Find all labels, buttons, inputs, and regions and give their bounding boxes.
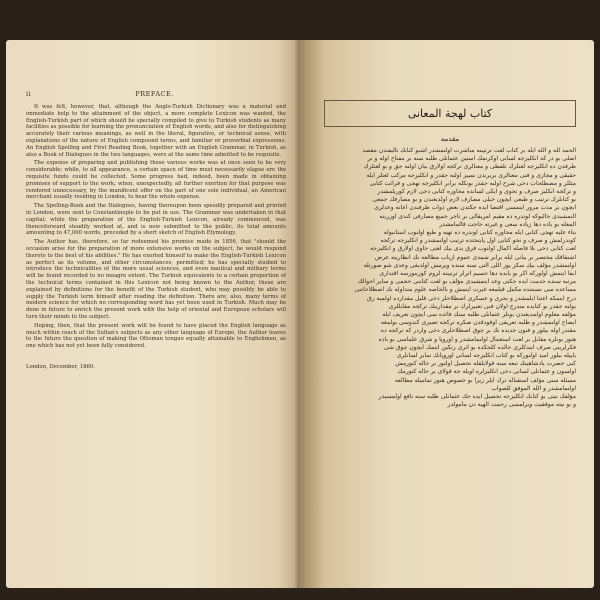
text-line: اولسون و عثمانلى لسانى دخى انكليزلره اويله جه قولاى بر حاله كتورمك [397, 368, 576, 376]
text-line: مؤلفه معلوم اولمديغندن بونلر عثمانلى طلبه سنك فائده سى ايچون تعريف ايله [382, 311, 576, 319]
arabic-text-block [324, 147, 576, 410]
text-line: آلنمشيدى حالبوكه لوندره ده مقيم امريقالى بر تاجر جميع مصارفى كندى اوزرينه [379, 212, 576, 220]
text-line: و تركجه انكليز صرف و نحوى و ايكى لسانده محاوره كتابى دخى لازم كوريلمشدر [377, 188, 576, 196]
left-page [6, 40, 302, 588]
text-line: ايفا ايتمش اولوركه اكر بو بابده دها جسيم اثرلر ترتيبنه لزوم كورينورسه اقتدارى [379, 270, 576, 278]
text-line: كبى حضرت پادشاهينك تبعه سنه قولايلقله تحصيل اولنور بر حاله كتورمش [395, 360, 576, 368]
text-line: اولنمشدر مؤلف بيك سكز يوز اللى آلتى سنه سنده ويرمش اولديغى وعدى شو صورتله [363, 261, 576, 269]
paragraph: The Author has, therefore, so far redeemed his promise made in 1856, that "should the occasion arise for the preparation of more extensive works on the subject, he would respond thereto to the best of his abilities." He has exerted himself to make the English-Turkish Lexicon as perfect as its volume, and other circumstances, permitted; he has specially studied to introduce the technicalities of the more usual sciences, and even nautical and military terms will be found recorded to no meagre extent. The Turkish equivalents to a certain proportion of the technical terms contained in this Lexicon not being known to the Author, these are explained by definitions for the benefit of the Turkish student, who may possibly be able to supply the Turkish term himself after reading the definition. There are, also, many terms of modern science for which no corresponding word has yet been used in Turkish. Much may be done in future to enrich the present work with the help of oriental and European scholars will turn their minds to the subject. [26, 239, 286, 320]
text-line: لغت كتابى دخى بلا فاصله اكمال اولنوب قرق يدى بيك لغتى حاوى اولارق و انكليزجه [370, 245, 576, 253]
text-line: و بو نيته موفقيت ويرلمسى رحمت الهيه دن مأمولدر [447, 401, 576, 409]
text-line: كوندرلمش و صرف و نحو كتابى اول پايتختده ترتيب اولنمشدر و انكليزجه تركجه [380, 237, 576, 245]
signature: London, December, 1860. [26, 363, 95, 370]
running-head: PREFACE. [135, 90, 174, 98]
text-line: طرفدن ده انكليزجه لغتلرك تلفظى و معنالرى تركجه اولارق بيان اولنه جق و بو لغتلرك [363, 163, 576, 171]
section-heading: مقدمه [440, 135, 460, 143]
text-line: بولنه جقدر بو كتابده مندرج اولان فنى تعبيرلرك بر مقدارينك تركجه مقابللرى [388, 302, 576, 310]
text-line: اولنمامشدر و الله الموفق للصواب [491, 384, 576, 392]
book-title: كتاب لهجة المعانى [324, 100, 576, 127]
text-line: بناء عليه تهجى كتابى ايله محاوره كتابى لوندره ده تهيه و طبع اولنوب استانبوله [383, 229, 576, 237]
text-line: الحمد لله و الله ايله بر كتاب لغت ترتيبنه مباشرت اولنمشدر اشبو كتابك تأليفندن مقصد [362, 147, 576, 154]
text-line: ياپيله بيلور اميد اولنوركه بو كتاب انكليزجه لسانى اوروپانك ساير لسانلرى [396, 352, 576, 360]
paragraph: It was felt, however, that, although the Anglo-Turkish Dictionary was a material and immediate help to the attainment of the object, a more complete Lexicon was wanted, the English-Turkish part of which should be specially compiled to give to Turkish students as many facilities as possible for learning the pronunciation of English words, and also for distinguishing accurately their various meanings, as well in the literal, figurative, or technical sense, with explanations of the nature of English compound terms, and familiar or proverbial expressions. An English Spelling and First Reading Book, together with an English Grammar, in Turkish, as also a Book of Dialogues in the two languages, were at the same time admitted to be requisite. [26, 104, 286, 158]
text-line: مساعده سى نسبتنده مكمل قيلمغه غيرت ايتمش و بالخاصه علوم متداوله نك اصطلاحاتنى [354, 286, 576, 294]
right-page [302, 40, 594, 588]
text-line: مثللر و مصطلحات دخى شرح اولنه جقدر بونكله برابر انكليزجه تهجى و قرائت كتابى [369, 179, 576, 187]
text-line: آلمغله بو باده دها زياده سعى و غيرته حاجت قالمامشدر [439, 220, 576, 228]
text-line: مؤلفك نيتى بو كتابك انكليزجه تحصيل ايده جك عثمانلى طلبه سنه نافع اولمسيدر [378, 393, 576, 401]
text-line: مسئله سنى مؤلف استقباله ترك ايلر زيرا بو خصوص هنوز تماميله مطالعه [394, 376, 576, 384]
book-gutter [294, 40, 304, 588]
text-line: مقتدر اوله بيلور و فنون جديده نك بر چوق اصطلاحلرى دخى واردر كه تركجه ده [380, 327, 576, 335]
text-line: ايچون بر مدت مرور ايتمسى اقتضا ايده جكندن بعض ذوات طرفندن اعانه وعدلرى [374, 204, 576, 212]
paragraph: The Spelling-Book and the Dialogues, having thereupon been speedily prepared and printed in London, were sent to Constantinople to be put in use. The Grammar was undertaken in that capital; while the preparation of the English-Turkish Lexicon, already commenced, was thenceforward steadily worked at, and is now submitted to the public, its total amounts amounting to 47,000 words, preceded by a short sketch of English Etymology. [26, 203, 286, 237]
text-line: اصلى بو در كه انكليزجه لسانى اوكرنمك استين عثمانلى طلبه سنه بر مفتاح اوله و بر [367, 155, 576, 163]
left-page-header [26, 90, 286, 98]
paragraph: Hoping, then, that the present work will be found to have placed the English language as much within reach of the Sultan's subjects as any other language of Europe, the Author leaves to the future the question of making the Ottoman tongue equally attainable to Englishmen, as one which has not yet been fully considered. [26, 322, 286, 350]
text-line: حقيقى و مجازى و فنى معنالرى بربرندن تمييز اولنه جقدر و انكليزجه مركب لغتلر ايله [366, 171, 576, 179]
text-line: ايضاح اولنمشدر و طلبه تعريفى اوقودقدن صكره تركجه تعبيرى كندوسى بولمغه [380, 319, 576, 327]
page-number: ii [26, 90, 32, 98]
text-line: فكرلرينى صرف ايتدكلرى حالده كلجكده بو اثرى زنكين ايتمك ايچون چوق شى [383, 343, 576, 351]
text-line: هنوز بونلره مقابل بر لغت استعمال اولنمامشدر و اوروپا و شرق علماسى بو باده [378, 335, 576, 343]
paragraph: The expense of preparing and publishing these various works was at once seen to be very considerable; while, to all appearance, a certain space of time must necessarily elapse ere the requisite funds could be collected. Some progress had, indeed, been made in obtaining promises of support to the work; when, unexpectedly, all further exertion for that purpose was rendered unnecessary, by the munificent offer on the part of one sole individual, an American merchant usually residing in London, to bear the whole expense. [26, 160, 286, 201]
text-line: مرتبه سنده خدمت ايده جكنى وعد ايتمشيدى مؤلف بو لغت كتابنى حجمى و ساير احوالك [357, 278, 576, 286]
text-line: بو كتابلرك ترتيب و طبعى ايچون خيلى مصارف لازم اولديغندن و بو مصارفك جمعى [372, 196, 576, 204]
text-line: درج ايتمكه اعتنا ايلمشدر و بحرى و عسكرى اصطلاحلر دخى قليل مقدارده اولميه رق [367, 294, 576, 302]
text-line: اشتقاقك مختصر بر بيانى ايله برابر شمدى عموم ارباب مطالعه نك انظارينه عرض [374, 253, 576, 261]
background-top [0, 0, 600, 40]
